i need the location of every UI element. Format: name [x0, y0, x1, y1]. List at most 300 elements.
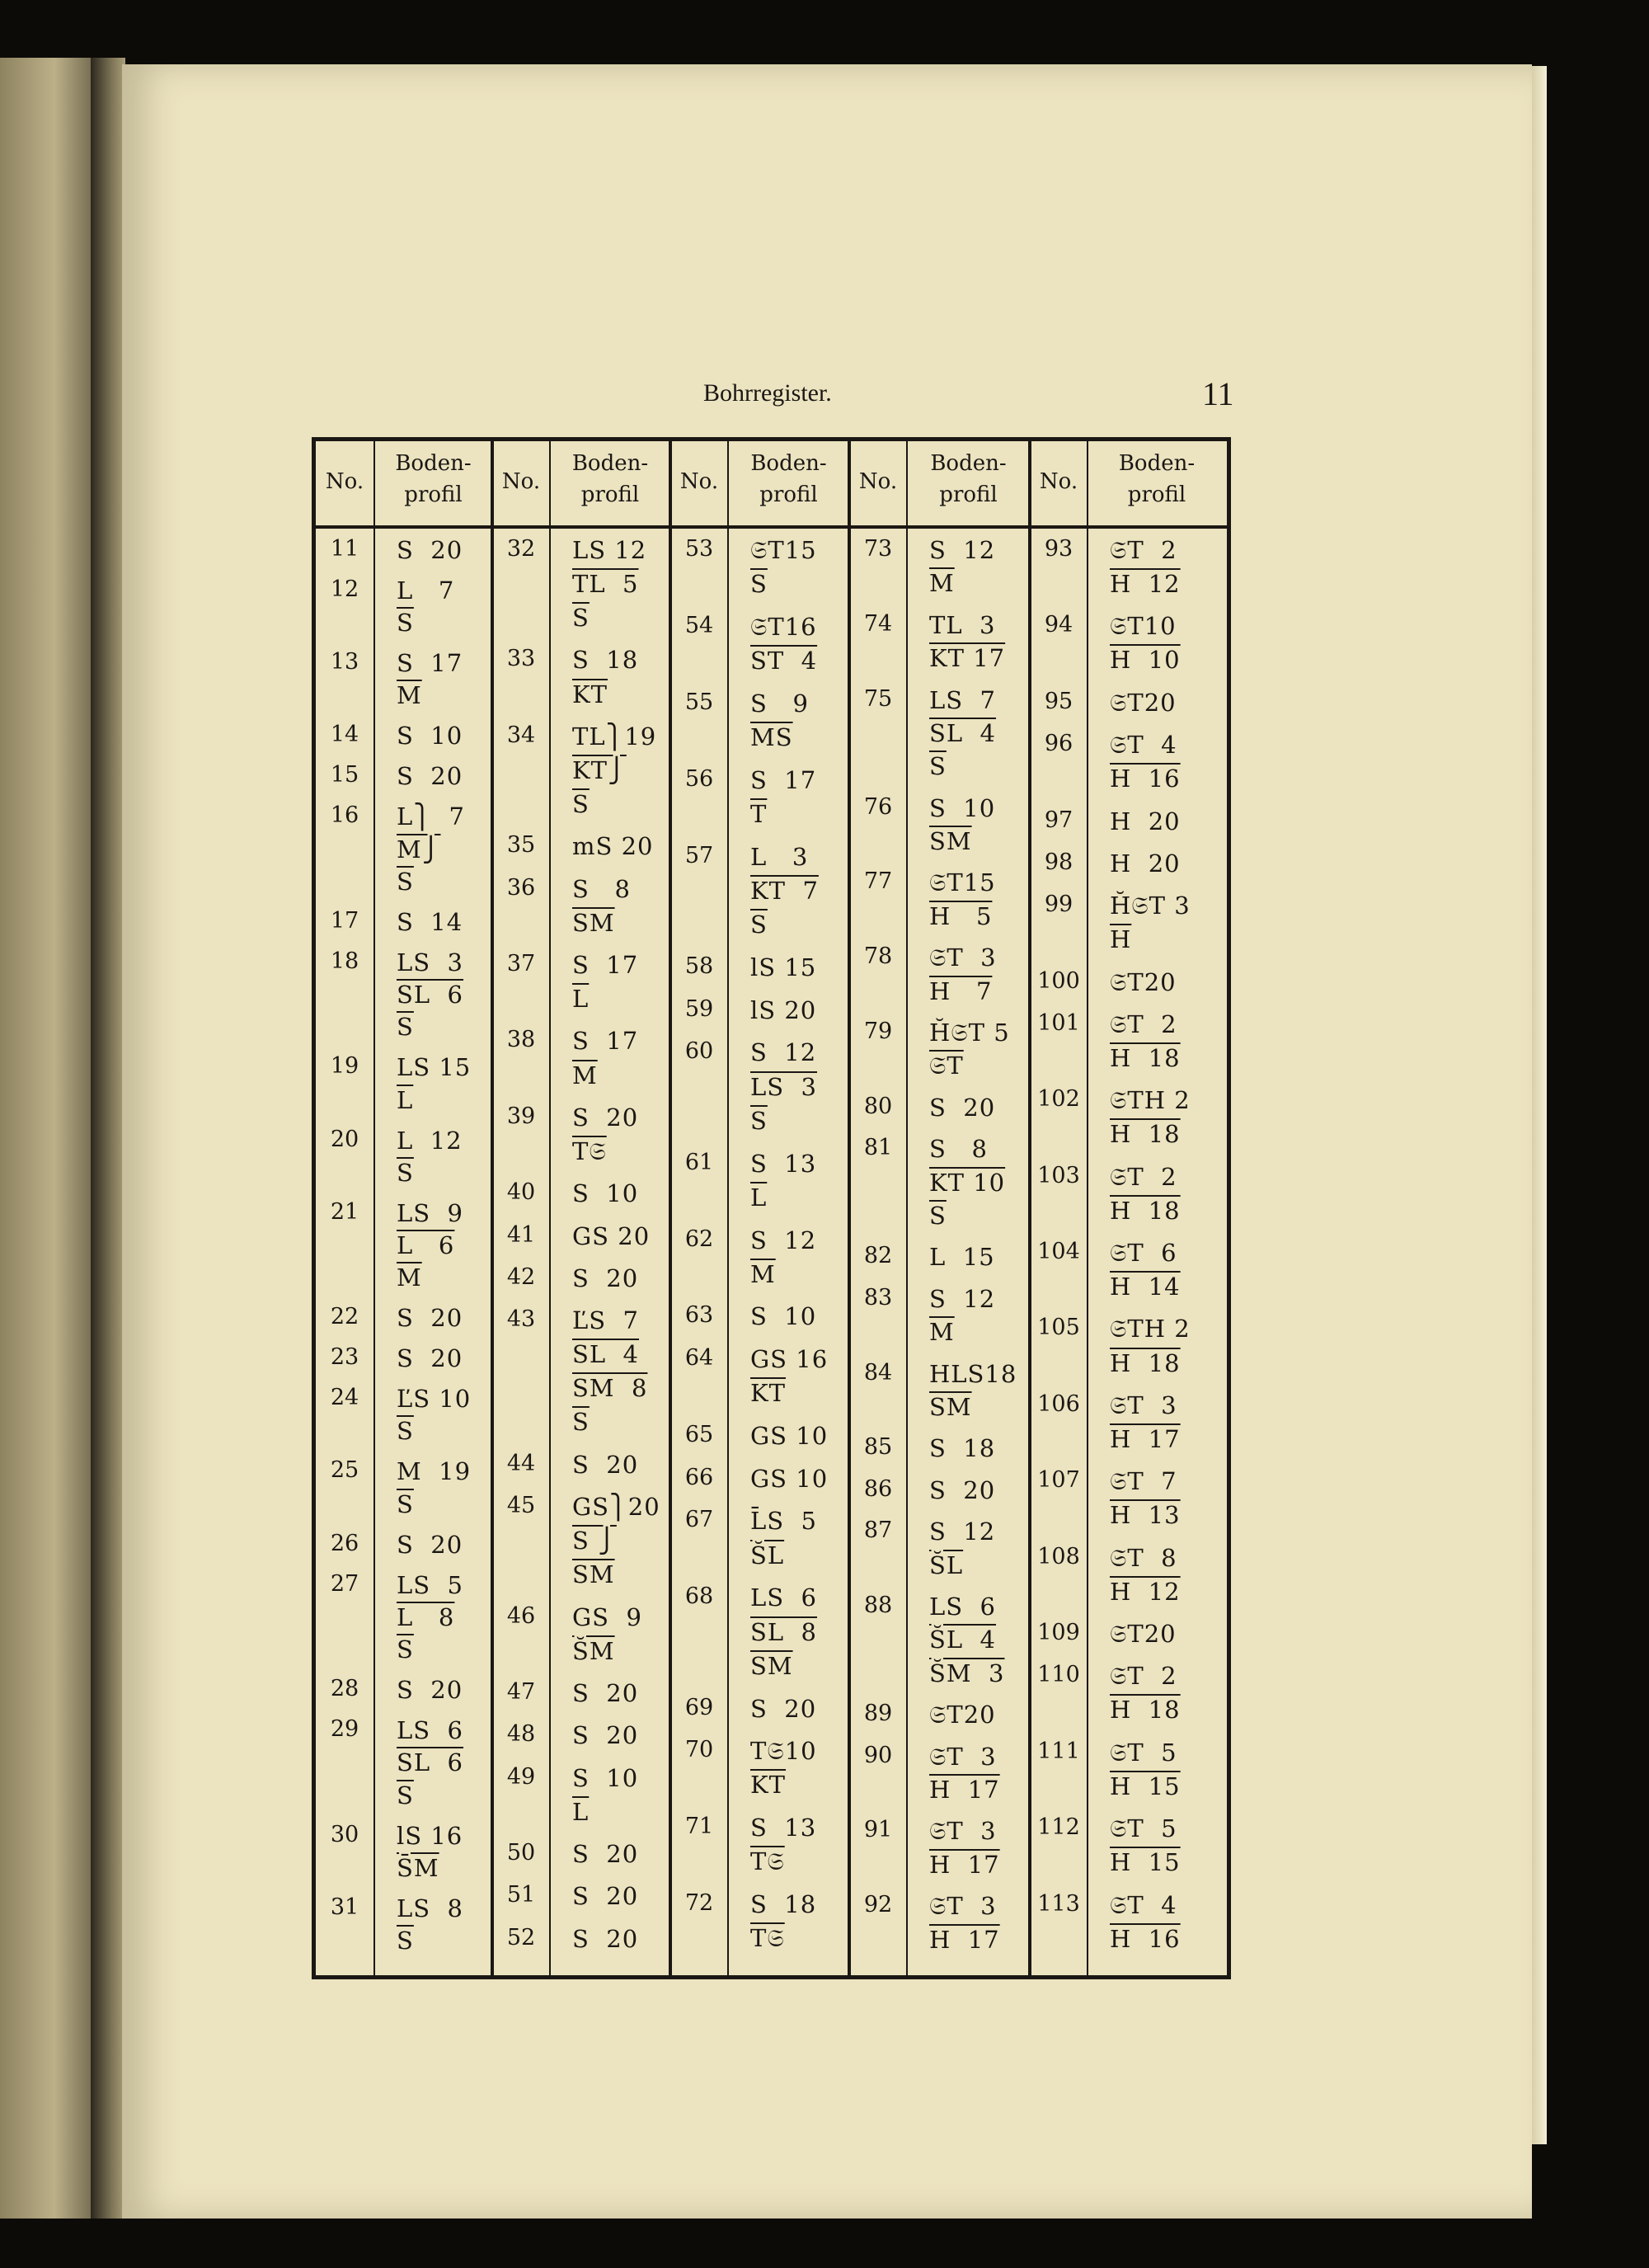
soil-profile-line: mS 20: [572, 832, 654, 861]
entry-number: 32: [506, 536, 536, 562]
soil-profile-line: S 20: [750, 1694, 817, 1723]
entry-number: 50: [506, 1840, 536, 1866]
soil-profile-line: S 20: [397, 1304, 463, 1333]
soil-profile-line: S 20: [572, 1840, 639, 1868]
soil-profile-line: 𝔖T20: [1110, 967, 1177, 996]
soil-profile-line: KT 10: [929, 1168, 1006, 1197]
header-bodenprofil: Boden- profil: [750, 451, 827, 507]
soil-profile-line: 𝔖T 7: [1110, 1467, 1177, 1496]
soil-profile-line: S 12: [929, 1284, 996, 1313]
entry-number: 45: [506, 1493, 536, 1519]
entry-number: 90: [863, 1742, 893, 1768]
header-no: No.: [679, 469, 719, 494]
soil-profile-line: L 6: [397, 1230, 455, 1259]
entry-number: 35: [506, 832, 536, 859]
entry-number: 80: [863, 1093, 893, 1119]
column-divider-thin: [906, 441, 908, 1975]
bore-register-table: [312, 437, 1231, 1979]
entry-number: 24: [330, 1385, 359, 1411]
soil-profile-line: 𝔖T15: [929, 868, 996, 897]
soil-profile-line: H 10: [1110, 646, 1181, 675]
soil-profile-line: $\overline{S}$: [572, 604, 590, 633]
soil-profile-line: LS 12: [572, 536, 647, 564]
entry-number: 47: [506, 1678, 536, 1705]
soil-profile-line: $\overline{S}$: [572, 789, 590, 818]
entry-number: 27: [330, 1570, 359, 1597]
soil-profile-line: M⎭: [397, 835, 441, 863]
entry-number: 110: [1037, 1662, 1080, 1688]
soil-profile-line: TL 3: [929, 610, 996, 639]
soil-profile-line: $\overline{S}$: [929, 752, 947, 781]
soil-profile-line: $\overline{KT}$: [750, 1771, 787, 1800]
soil-profile-line: LS 15: [397, 1053, 472, 1082]
soil-profile-line: S 8: [572, 874, 631, 903]
soil-profile-line: $\overline{S}$: [397, 609, 414, 638]
entry-number: 39: [506, 1103, 536, 1129]
soil-profile-line: LS 8: [397, 1894, 464, 1922]
soil-profile-line: KT 17: [929, 644, 1006, 673]
soil-profile-line: 𝔖T10: [1110, 612, 1177, 641]
entry-number: 14: [330, 722, 359, 748]
soil-profile-line: $\overline{S}$: [750, 910, 768, 939]
entry-number: 76: [863, 793, 893, 820]
soil-profile-line: 𝔖T15: [750, 536, 817, 564]
soil-profile-line: SL 4: [929, 718, 997, 747]
soil-profile-line: H 12: [1110, 570, 1181, 599]
soil-profile-line: H 16: [1110, 765, 1181, 793]
soil-profile-line: S 20: [397, 1530, 463, 1559]
soil-profile-line: SL 6: [397, 981, 464, 1009]
page-header: [122, 374, 1532, 416]
soil-profile-line: 𝔖T 6: [1110, 1239, 1177, 1268]
soil-profile-line: LS 7: [929, 685, 997, 714]
soil-profile-line: S 14: [397, 907, 463, 936]
entry-number: 17: [330, 907, 359, 934]
soil-profile-line: S 9: [750, 689, 809, 718]
entry-number: 49: [506, 1763, 536, 1790]
entry-number: 66: [684, 1464, 714, 1490]
soil-profile-line: 𝔖TH 2: [1110, 1086, 1191, 1115]
entry-number: 22: [330, 1304, 359, 1330]
soil-profile-line: lS 20: [750, 995, 817, 1024]
soil-profile-line: S̆M: [572, 1636, 615, 1665]
soil-profile-line: LS 6: [397, 1716, 464, 1745]
soil-profile-line: SM 8: [572, 1374, 648, 1403]
soil-profile-line: S 10: [929, 793, 996, 822]
soil-profile-line: T𝔖: [750, 1924, 785, 1953]
soil-profile-line: SL 6: [397, 1748, 464, 1777]
soil-profile-line: H 18: [1110, 1120, 1181, 1149]
entry-number: 68: [684, 1583, 714, 1610]
entry-number: 108: [1037, 1543, 1080, 1569]
page-stack-edge: [1532, 66, 1547, 2144]
entry-number: 64: [684, 1345, 714, 1372]
entry-number: 105: [1037, 1315, 1080, 1341]
soil-profile-line: $\overline{S}$: [397, 1926, 414, 1955]
soil-profile-line: $\overline{SM}$: [750, 1651, 793, 1680]
entry-number: 87: [863, 1517, 893, 1544]
entry-number: 109: [1037, 1620, 1080, 1646]
soil-profile-line: 𝔖T 3: [1110, 1390, 1177, 1419]
entry-number: 16: [330, 802, 359, 829]
soil-profile-line: $\overline{M}$: [750, 1259, 776, 1288]
soil-profile-line: S 20: [572, 1882, 639, 1911]
soil-profile-line: L 12: [397, 1126, 463, 1155]
soil-profile-line: S 18: [572, 646, 639, 675]
soil-profile-line: TL 5: [572, 570, 639, 599]
entry-number: 91: [863, 1817, 893, 1843]
soil-profile-line: 𝔖T 4: [1110, 1890, 1177, 1919]
soil-profile-line: TL⎫19: [572, 722, 657, 751]
header-bodenprofil: Boden- profil: [571, 451, 649, 507]
soil-profile-line: S 20: [397, 536, 463, 564]
soil-profile-line: S 20: [572, 1263, 639, 1292]
book-gutter: [91, 58, 125, 2219]
soil-profile-line: $\overline{SM}$: [572, 1560, 615, 1589]
entry-number: 96: [1044, 731, 1073, 757]
entry-number: 95: [1044, 688, 1073, 714]
soil-profile-line: $\overline{MS}$: [750, 723, 793, 752]
entry-number: 97: [1044, 807, 1073, 833]
entry-number: 19: [330, 1053, 359, 1080]
entry-number: 21: [330, 1198, 359, 1225]
soil-profile-line: KT 7: [750, 877, 819, 906]
soil-profile-line: $\overline{SM}$: [929, 827, 972, 856]
soil-profile-line: H 18: [1110, 1696, 1181, 1725]
soil-profile-line: $\overline{SM}$: [572, 908, 615, 937]
soil-profile-line: T𝔖10: [750, 1737, 817, 1766]
soil-profile-line: 𝔖T 2: [1110, 536, 1177, 564]
soil-profile-line: S 20: [572, 1450, 639, 1479]
soil-profile-line: $\overline{M}$: [929, 1318, 955, 1347]
soil-profile-line: $\overline{S}$: [397, 1489, 414, 1518]
entry-number: 86: [863, 1475, 893, 1502]
soil-profile-line: S 20: [572, 1103, 639, 1132]
soil-profile-line: $\overline{S}$: [397, 1781, 414, 1809]
soil-profile-line: S 20: [572, 1678, 639, 1707]
soil-profile-line: $\overline{SM}$: [929, 1392, 972, 1421]
soil-profile-line: H̆𝔖T 5: [929, 1019, 1010, 1047]
soil-profile-line: H 12: [1110, 1577, 1181, 1606]
entry-number: 46: [506, 1602, 536, 1629]
soil-profile-line: S 13: [750, 1814, 817, 1842]
entry-number: 18: [330, 948, 359, 974]
soil-profile-line: L 8: [397, 1602, 455, 1631]
soil-profile-line: S̆L: [750, 1541, 785, 1569]
soil-profile-line: H 14: [1110, 1273, 1181, 1301]
soil-profile-line: $\overline{S}$: [397, 1417, 414, 1446]
soil-profile-line: L 15: [929, 1243, 995, 1272]
soil-profile-line: $\overline{M}$: [572, 1061, 598, 1089]
soil-profile-line: S̄M: [397, 1853, 439, 1882]
header-no: No.: [325, 469, 364, 494]
soil-profile-line: S 10: [572, 1179, 639, 1208]
column-divider-thin: [373, 441, 375, 1975]
soil-profile-line: $\overline{S}$: [750, 570, 768, 599]
entry-number: 71: [684, 1814, 714, 1840]
entry-number: 44: [506, 1450, 536, 1476]
soil-profile-line: S 20: [397, 762, 463, 791]
soil-profile-line: S 20: [572, 1721, 639, 1750]
entry-number: 83: [863, 1284, 893, 1310]
header-bodenprofil: Boden- profil: [395, 451, 472, 507]
soil-profile-line: 𝔖T 3: [929, 1892, 997, 1921]
soil-profile-line: ST 4: [750, 647, 818, 675]
entry-number: 112: [1037, 1814, 1080, 1841]
soil-profile-line: $\overline{H}$: [1110, 925, 1132, 954]
soil-profile-line: S ⎭: [572, 1527, 617, 1555]
soil-profile-line: 𝔖T 5: [1110, 1738, 1177, 1767]
soil-profile-line: GS 16: [750, 1345, 829, 1374]
soil-profile-line: S̆M 3: [929, 1659, 1005, 1687]
entry-number: 103: [1037, 1162, 1080, 1188]
book-page: [122, 64, 1532, 2219]
soil-profile-line: LS 6: [929, 1593, 997, 1621]
soil-profile-line: H 7: [929, 976, 993, 1005]
entry-number: 29: [330, 1716, 359, 1743]
soil-profile-line: H 20: [1110, 807, 1181, 835]
entry-number: 25: [330, 1457, 359, 1484]
soil-profile-line: S 12: [929, 536, 996, 564]
entry-number: 51: [506, 1882, 536, 1908]
entry-number: 48: [506, 1721, 536, 1748]
soil-profile-line: H 13: [1110, 1501, 1181, 1530]
soil-profile-line: $\overline{S}$: [572, 1408, 590, 1437]
soil-profile-line: $\overline{S}$: [397, 1013, 414, 1042]
entry-number: 59: [684, 995, 714, 1022]
entry-number: 28: [330, 1676, 359, 1702]
entry-number: 72: [684, 1890, 714, 1917]
soil-profile-line: M 19: [397, 1457, 472, 1486]
entry-number: 84: [863, 1359, 893, 1386]
soil-profile-line: H 17: [929, 1925, 1000, 1954]
soil-profile-line: L⎫ 7: [397, 802, 465, 831]
soil-profile-line: $\overline{KT}$: [572, 680, 608, 708]
entry-number: 37: [506, 951, 536, 977]
soil-profile-line: S 13: [750, 1149, 817, 1178]
entry-number: 42: [506, 1263, 536, 1290]
soil-profile-line: $\overline{S}$: [397, 1158, 414, 1187]
entry-number: 57: [684, 842, 714, 868]
entry-number: 40: [506, 1179, 536, 1206]
entry-number: 33: [506, 646, 536, 672]
soil-profile-line: 𝔖T20: [929, 1701, 996, 1729]
soil-profile-line: $\overline{L}$: [572, 985, 590, 1014]
entry-number: 77: [863, 868, 893, 895]
running-title: Bohrregister.: [703, 379, 832, 407]
soil-profile-line: GS⎫20: [572, 1493, 660, 1522]
entry-number: 31: [330, 1894, 359, 1920]
header-bodenprofil: Boden- profil: [1118, 451, 1196, 507]
soil-profile-line: ĽS 7: [572, 1306, 640, 1335]
header-bodenprofil: Boden- profil: [930, 451, 1007, 507]
header-no: No.: [858, 469, 898, 494]
soil-profile-line: 𝔖T 2: [1110, 1009, 1177, 1038]
entry-number: 99: [1044, 892, 1073, 918]
page-number: 11: [1202, 375, 1234, 412]
soil-profile-line: LS 3: [750, 1072, 818, 1101]
entry-number: 62: [684, 1226, 714, 1252]
soil-profile-line: $\overline{KT}$: [750, 1379, 787, 1408]
soil-profile-line: T𝔖: [572, 1136, 607, 1165]
soil-profile-line: S̆L 4: [929, 1626, 997, 1654]
soil-profile-line: S 20: [929, 1475, 996, 1504]
soil-profile-line: S 10: [572, 1763, 639, 1792]
soil-profile-line: 𝔖T: [929, 1052, 964, 1080]
entry-number: 75: [863, 685, 893, 712]
entry-number: 63: [684, 1302, 714, 1329]
soil-profile-line: L 3: [750, 842, 809, 871]
soil-profile-line: ĽS 10: [397, 1385, 472, 1414]
entry-number: 36: [506, 874, 536, 901]
entry-number: 102: [1037, 1086, 1080, 1113]
soil-profile-line: $\overline{T}$: [750, 800, 768, 829]
entry-number: 55: [684, 689, 714, 715]
soil-profile-line: S 10: [750, 1302, 817, 1331]
soil-profile-line: S 17: [750, 765, 817, 794]
soil-profile-line: 𝔖T 3: [929, 943, 997, 972]
entry-number: 65: [684, 1422, 714, 1448]
soil-profile-line: S 18: [929, 1434, 996, 1463]
entry-number: 100: [1037, 967, 1080, 994]
entry-number: 13: [330, 649, 359, 675]
soil-profile-line: H 17: [1110, 1424, 1181, 1453]
soil-profile-line: H 15: [1110, 1772, 1181, 1800]
entry-number: 41: [506, 1221, 536, 1248]
soil-profile-line: 𝔖TH 2: [1110, 1315, 1191, 1343]
entry-number: 111: [1037, 1738, 1080, 1764]
entry-number: 79: [863, 1019, 893, 1045]
entry-number: 20: [330, 1126, 359, 1152]
entry-number: 88: [863, 1593, 893, 1619]
soil-profile-line: SL 8: [750, 1617, 818, 1646]
soil-profile-line: H̆𝔖T 3: [1110, 892, 1191, 920]
soil-profile-line: S 18: [750, 1890, 817, 1919]
soil-profile-line: S 17: [397, 649, 463, 678]
entry-number: 94: [1044, 612, 1073, 638]
entry-number: 104: [1037, 1239, 1080, 1265]
soil-profile-line: 𝔖T 8: [1110, 1543, 1177, 1572]
column-divider-thin: [727, 441, 729, 1975]
entry-number: 85: [863, 1434, 893, 1461]
soil-profile-line: GS 10: [750, 1464, 829, 1493]
soil-profile-line: H 18: [1110, 1043, 1181, 1072]
entry-number: 74: [863, 610, 893, 637]
entry-number: 26: [330, 1530, 359, 1556]
soil-profile-line: S 20: [397, 1676, 463, 1705]
entry-number: 93: [1044, 536, 1073, 562]
soil-profile-line: GS 20: [572, 1221, 651, 1250]
soil-profile-line: $\overline{S}$: [929, 1201, 947, 1230]
soil-profile-line: $\overline{M}$: [397, 681, 422, 710]
entry-number: 113: [1037, 1890, 1080, 1917]
soil-profile-line: H 18: [1110, 1196, 1181, 1225]
entry-number: 107: [1037, 1467, 1080, 1494]
soil-profile-line: SL 4: [572, 1340, 640, 1369]
entry-number: 52: [506, 1924, 536, 1950]
soil-profile-line: H 16: [1110, 1924, 1181, 1953]
soil-profile-line: $\overline{S}$: [397, 867, 414, 896]
entry-number: 54: [684, 612, 714, 638]
header-no: No.: [501, 469, 541, 494]
entry-number: 23: [330, 1344, 359, 1371]
soil-profile-line: S̆L: [929, 1550, 964, 1579]
entry-number: 53: [684, 536, 714, 562]
column-divider-thin: [1087, 441, 1088, 1975]
soil-profile-line: S 10: [397, 722, 463, 751]
entry-number: 15: [330, 762, 359, 788]
entry-number: 78: [863, 943, 893, 970]
soil-profile-line: S 12: [929, 1517, 996, 1546]
soil-profile-line: lS 15: [750, 953, 817, 982]
soil-profile-line: 𝔖T16: [750, 612, 817, 641]
soil-profile-line: S 12: [750, 1038, 817, 1067]
soil-profile-line: S 17: [572, 951, 639, 980]
entry-number: 38: [506, 1027, 536, 1053]
soil-profile-line: H 5: [929, 901, 993, 930]
soil-profile-line: H 15: [1110, 1848, 1181, 1877]
soil-profile-line: $\overline{S}$: [750, 1106, 768, 1135]
entry-number: 69: [684, 1694, 714, 1720]
soil-profile-line: L̄S 5: [750, 1507, 818, 1536]
soil-profile-line: 𝔖T20: [1110, 688, 1177, 717]
soil-profile-line: H 20: [1110, 849, 1181, 878]
left-page-edge: [0, 58, 99, 2219]
entry-number: 82: [863, 1243, 893, 1269]
entry-number: 67: [684, 1507, 714, 1533]
entry-number: 89: [863, 1701, 893, 1727]
soil-profile-line: S 20: [572, 1924, 639, 1953]
entry-number: 92: [863, 1892, 893, 1918]
soil-profile-line: $\overline{L}$: [750, 1183, 768, 1212]
soil-profile-line: 𝔖T 2: [1110, 1662, 1177, 1691]
column-divider-thin: [549, 441, 551, 1975]
soil-profile-line: $\overline{L}$: [572, 1797, 590, 1826]
soil-profile-line: $\overline{L}$: [397, 1085, 414, 1114]
soil-profile-line: $\overline{S}$: [397, 1635, 414, 1664]
soil-profile-line: S 20: [929, 1093, 996, 1122]
soil-profile-line: GS 9: [572, 1602, 642, 1631]
soil-profile-line: H 18: [1110, 1348, 1181, 1377]
soil-profile-line: H 17: [929, 1775, 1000, 1804]
soil-profile-line: 𝔖T 3: [929, 1817, 997, 1846]
entry-number: 60: [684, 1038, 714, 1065]
entry-number: 12: [330, 576, 359, 602]
entry-number: 73: [863, 536, 893, 562]
soil-profile-line: S 17: [572, 1027, 639, 1056]
soil-profile-line: 𝔖T20: [1110, 1620, 1177, 1649]
soil-profile-line: 𝔖T 2: [1110, 1162, 1177, 1191]
entry-number: 58: [684, 953, 714, 980]
entry-number: 34: [506, 722, 536, 748]
soil-profile-line: H 17: [929, 1850, 1000, 1879]
soil-profile-line: LS 5: [397, 1570, 464, 1599]
soil-profile-line: L 7: [397, 576, 455, 605]
entry-number: 98: [1044, 849, 1073, 875]
soil-profile-line: GS 10: [750, 1422, 829, 1451]
entry-number: 106: [1037, 1390, 1080, 1417]
soil-profile-line: $\overline{M}$: [397, 1263, 422, 1292]
entry-number: 61: [684, 1149, 714, 1175]
soil-profile-line: lS 16: [397, 1821, 463, 1850]
soil-profile-line: $\overline{M}$: [929, 569, 955, 598]
soil-profile-line: LS 3: [397, 948, 464, 976]
entry-number: 11: [330, 536, 359, 562]
entry-number: 70: [684, 1737, 714, 1763]
soil-profile-line: S 12: [750, 1226, 817, 1254]
entry-number: 30: [330, 1821, 359, 1847]
soil-profile-line: S 20: [397, 1344, 463, 1373]
